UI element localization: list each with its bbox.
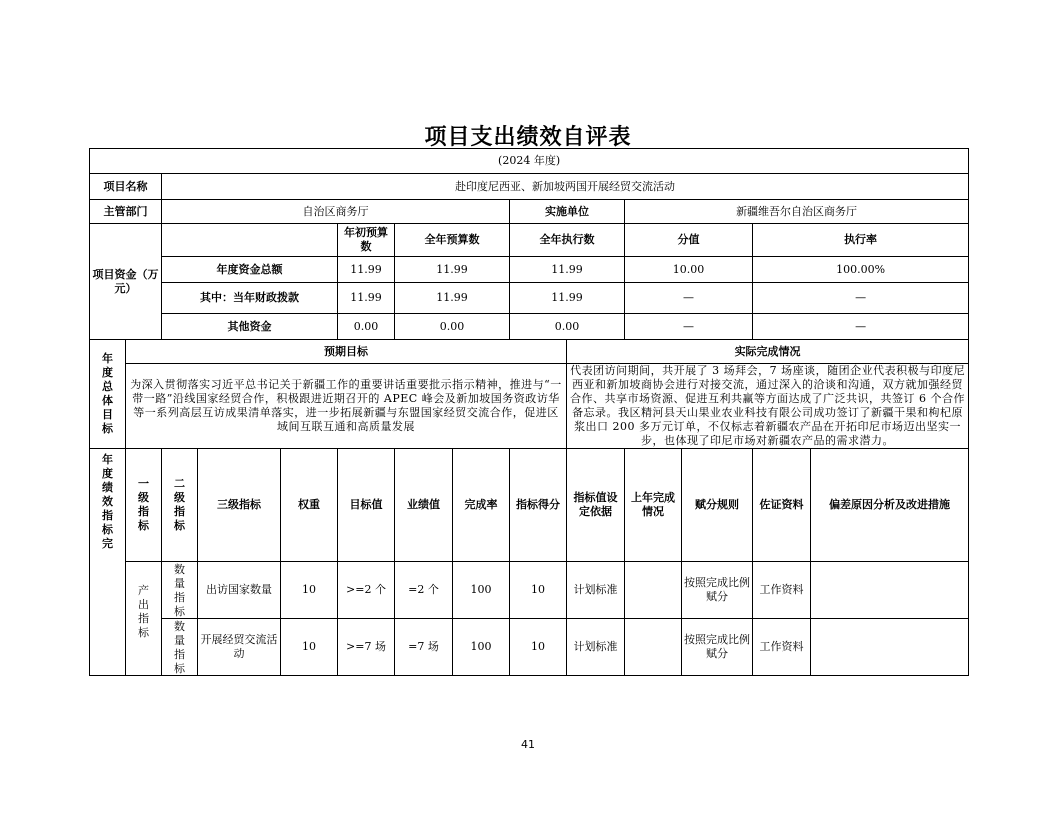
funds-row-label: 年度资金总额 <box>162 257 338 283</box>
dept-value: 自治区商务厅 <box>162 200 510 224</box>
funds-header-initial: 年初预算数 <box>338 224 395 257</box>
funds-cell: 10.00 <box>625 257 753 283</box>
unit-label: 实施单位 <box>510 200 625 224</box>
funds-label: 项目资金（万元） <box>90 224 162 340</box>
funds-cell: 0.00 <box>510 314 625 340</box>
header-rule: 赋分规则 <box>682 449 753 562</box>
funds-header-annual: 全年预算数 <box>395 224 510 257</box>
header-weight: 权重 <box>281 449 338 562</box>
level2-cell: 数量指标 <box>162 562 198 619</box>
header-evidence: 佐证资料 <box>753 449 811 562</box>
project-name: 赴印度尼西亚、新加坡两国开展经贸交流活动 <box>162 174 969 200</box>
funds-cell: 11.99 <box>338 283 395 314</box>
expected-goal-label: 预期目标 <box>126 340 567 364</box>
page-number: 41 <box>521 738 535 751</box>
funds-cell: — <box>753 283 969 314</box>
funds-cell: 0.00 <box>338 314 395 340</box>
header-last-year: 上年完成情况 <box>625 449 682 562</box>
deviation-cell <box>811 619 969 676</box>
evidence-cell: 工作资料 <box>753 562 811 619</box>
funds-cell: 0.00 <box>395 314 510 340</box>
indicators-section-label: 年度绩效指标完 <box>90 449 126 676</box>
actual-cell: =7 场 <box>395 619 453 676</box>
header-basis: 指标值设定依据 <box>567 449 625 562</box>
actual-cell: =2 个 <box>395 562 453 619</box>
header-actual: 业绩值 <box>395 449 453 562</box>
funds-header-points: 分值 <box>625 224 753 257</box>
target-cell: >=7 场 <box>338 619 395 676</box>
last-year-cell <box>625 562 682 619</box>
performance-table <box>89 148 969 676</box>
rate-cell: 100 <box>453 562 510 619</box>
level1-cell: 产出指标 <box>126 562 162 676</box>
weight-cell: 10 <box>281 562 338 619</box>
funds-row <box>90 314 969 340</box>
page-title: 项目支出绩效自评表 <box>424 125 632 150</box>
score-cell: 10 <box>510 619 567 676</box>
table-row <box>90 562 969 619</box>
funds-cell: 11.99 <box>510 283 625 314</box>
funds-header-rate: 执行率 <box>753 224 969 257</box>
header-deviation: 偏差原因分析及改进措施 <box>811 449 969 562</box>
header-score: 指标得分 <box>510 449 567 562</box>
header-level1: 一级指标 <box>126 449 162 562</box>
funds-cell: — <box>753 314 969 340</box>
unit-value: 新疆维吾尔自治区商务厅 <box>625 200 969 224</box>
actual-result-label: 实际完成情况 <box>567 340 969 364</box>
rule-cell: 按照完成比例赋分 <box>682 562 753 619</box>
deviation-cell <box>811 562 969 619</box>
year-cell: (2024 年度) <box>90 149 969 174</box>
basis-cell: 计划标准 <box>567 619 625 676</box>
funds-row-label: 其他资金 <box>162 314 338 340</box>
table-row <box>90 619 969 676</box>
funds-cell: — <box>625 283 753 314</box>
evidence-cell: 工作资料 <box>753 619 811 676</box>
target-cell: >=2 个 <box>338 562 395 619</box>
funds-cell: 11.99 <box>510 257 625 283</box>
level3-cell: 出访国家数量 <box>198 562 281 619</box>
rule-cell: 按照完成比例赋分 <box>682 619 753 676</box>
funds-header-executed: 全年执行数 <box>510 224 625 257</box>
last-year-cell <box>625 619 682 676</box>
dept-label: 主管部门 <box>90 200 162 224</box>
funds-cell: — <box>625 314 753 340</box>
score-cell: 10 <box>510 562 567 619</box>
header-rate: 完成率 <box>453 449 510 562</box>
funds-row <box>90 283 969 314</box>
funds-cell: 11.99 <box>338 257 395 283</box>
header-level3: 三级指标 <box>198 449 281 562</box>
funds-cell: 11.99 <box>395 283 510 314</box>
basis-cell: 计划标准 <box>567 562 625 619</box>
funds-corner <box>162 224 338 257</box>
expected-goal-text: 为深入贯彻落实习近平总书记关于新疆工作的重要讲话重要批示指示精神，推进与“一带一路”沿线国家经贸合作，积极跟进近期召开的 APEC 峰会及新加坡国务资政访华等一系列高层互访成果清单落实，进一步拓展新疆与东盟国家经贸交流合作，促进区域间互联互通和高质量发展 <box>126 364 567 449</box>
level2-cell: 数量指标 <box>162 619 198 676</box>
actual-result-text: 代表团访问期间，共开展了 3 场拜会，7 场座谈，随团企业代表积极与印度尼西亚和新加坡商协会进行对接交流，通过深入的洽谈和沟通，双方就加强经贸合作、共享市场资源、促进互利共赢等方面达成了广泛共识，共签订 6 个合作备忘录。我区精河县天山果业农业科技有限公司成功签订了新疆干果和枸杞原浆出口 200 多万元订单，不仅标志着新疆农产品在开拓印尼市场迈出坚实一步，也体现了印尼市场对新疆农产品的需求潜力。 <box>567 364 969 449</box>
funds-row <box>90 257 969 283</box>
header-level2: 二级指标 <box>162 449 198 562</box>
level3-cell: 开展经贸交流活动 <box>198 619 281 676</box>
rate-cell: 100 <box>453 619 510 676</box>
goals-label: 年度总体目标 <box>90 340 126 449</box>
project-name-label: 项目名称 <box>90 174 162 200</box>
weight-cell: 10 <box>281 619 338 676</box>
funds-cell: 100.00% <box>753 257 969 283</box>
funds-cell: 11.99 <box>395 257 510 283</box>
header-target: 目标值 <box>338 449 395 562</box>
funds-row-label: 其中：当年财政拨款 <box>162 283 338 314</box>
